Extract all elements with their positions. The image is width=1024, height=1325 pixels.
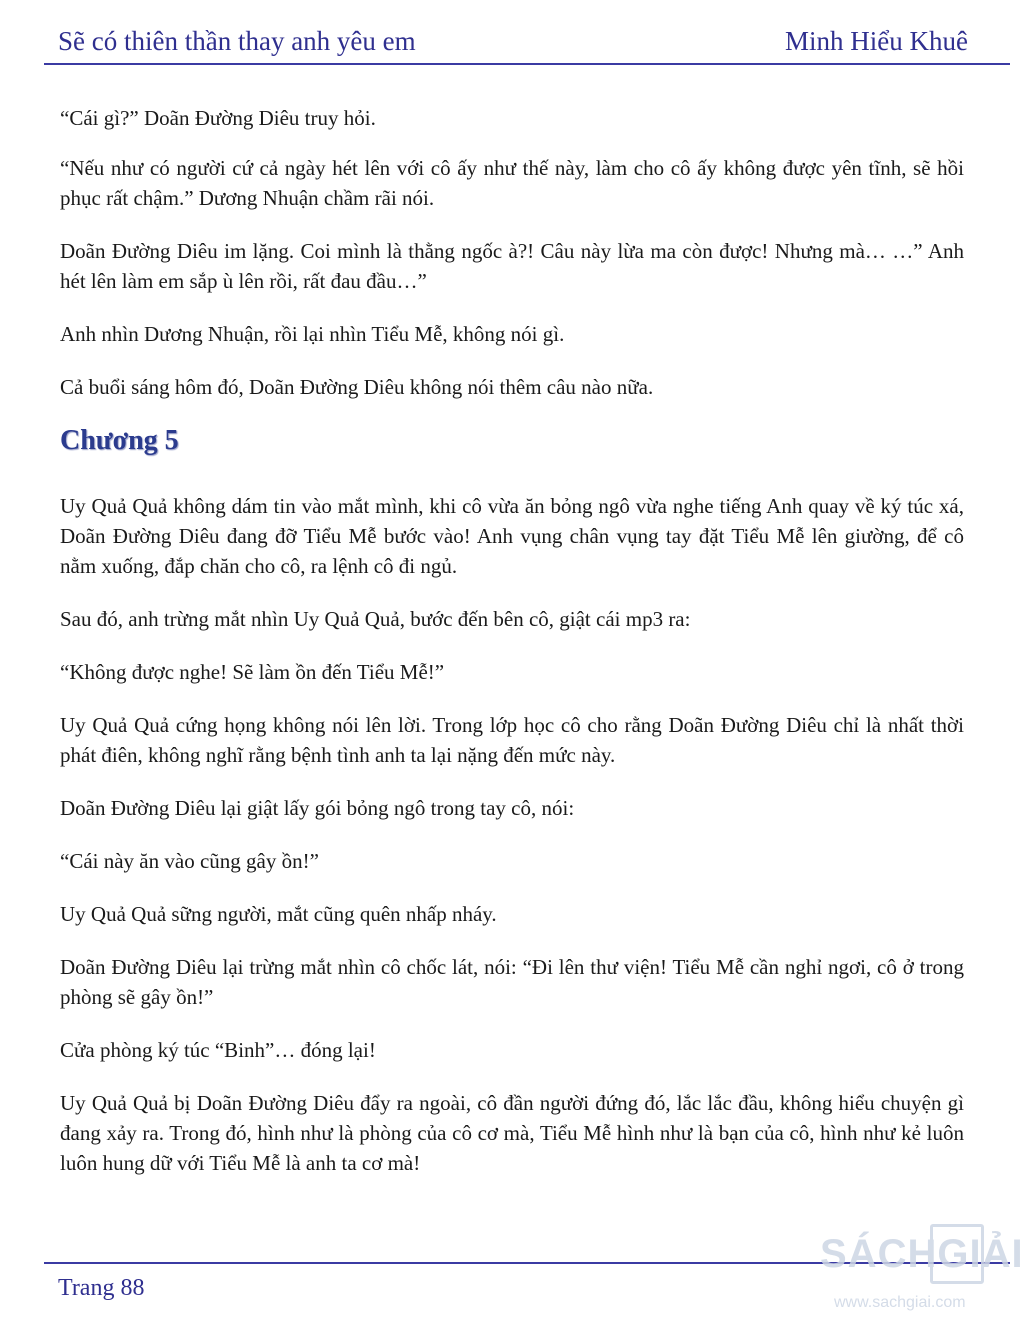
page-body <box>60 103 964 1201</box>
chapter-heading: Chương 5 <box>60 425 179 456</box>
paragraph: Cửa phòng ký túc “Binh”… đóng lại! <box>60 1038 376 1062</box>
paragraph: Anh nhìn Dương Nhuận, rồi lại nhìn Tiểu Mễ, không nói gì. <box>60 322 565 346</box>
author-name: Minh Hiểu Khuê <box>785 26 968 56</box>
header-divider <box>44 63 1010 65</box>
paragraph: Sau đó, anh trừng mắt nhìn Uy Quả Quả, bước đến bên cô, giật cái mp3 ra: <box>60 607 691 631</box>
paragraph: Uy Quả Quả cứng họng không nói lên lời. Trong lớp học cô cho rằng Doãn Đường Diêu chỉ là nhất thời phát điên, không nghĩ rằng bệnh tình anh ta lại nặng đến mức này. <box>60 713 964 767</box>
watermark-url: www.sachgiai.com <box>834 1294 966 1311</box>
page-header <box>58 22 968 62</box>
paragraph: “Cái này ăn vào cũng gây ồn!” <box>60 849 319 873</box>
watermark-logo <box>812 1222 1024 1322</box>
paragraph: Doãn Đường Diêu im lặng. Coi mình là thằng ngốc à?! Câu này lừa ma còn được! Nhưng mà… …” Anh hét lên làm em sắp ù lên rồi, rất đau đầu…” <box>60 239 964 293</box>
paragraph: Uy Quả Quả sững người, mắt cũng quên nhấp nháy. <box>60 902 497 926</box>
paragraph: Doãn Đường Diêu lại giật lấy gói bỏng ngô trong tay cô, nói: <box>60 796 575 820</box>
paragraph: “Không được nghe! Sẽ làm ồn đến Tiểu Mễ!” <box>60 660 445 684</box>
paragraph: Cả buổi sáng hôm đó, Doãn Đường Diêu không nói thêm câu nào nữa. <box>60 375 654 399</box>
paragraph: “Nếu như có người cứ cả ngày hét lên với cô ấy như thế này, làm cho cô ấy không được yên tĩnh, sẽ hồi phục rất chậm.” Dương Nhuận chầm rãi nói. <box>60 156 964 210</box>
paragraph: Uy Quả Quả bị Doãn Đường Diêu đẩy ra ngoài, cô đần người đứng đó, lắc lắc đầu, không hiểu chuyện gì đang xảy ra. Trong đó, hình như là phòng của cô cơ mà, Tiểu Mễ hình như là bạn của cô, hình như kẻ luôn luôn hung dữ với Tiểu Mễ là anh ta cơ mà! <box>60 1091 964 1175</box>
book-title: Sẽ có thiên thần thay anh yêu em <box>58 26 416 56</box>
paragraph: Uy Quả Quả không dám tin vào mắt mình, khi cô vừa ăn bỏng ngô vừa nghe tiếng Anh quay về ký túc xá, Doãn Đường Diêu đang đỡ Tiểu Mễ bước vào! Anh vụng chân vụng tay đặt Tiểu Mễ lên giường, để cô nằm xuống, đắp chăn cho cô, ra lệnh cô đi ngủ. <box>60 494 964 578</box>
paragraph: Doãn Đường Diêu lại trừng mắt nhìn cô chốc lát, nói: “Đi lên thư viện! Tiểu Mễ cần nghỉ ngơi, cô ở trong phòng sẽ gây ồn!” <box>60 955 964 1009</box>
page-number: Trang 88 <box>58 1275 145 1301</box>
watermark-logo-text: SÁCHGIẢI <box>820 1232 1024 1276</box>
paragraph: “Cái gì?” Doãn Đường Diêu truy hỏi. <box>60 106 376 130</box>
